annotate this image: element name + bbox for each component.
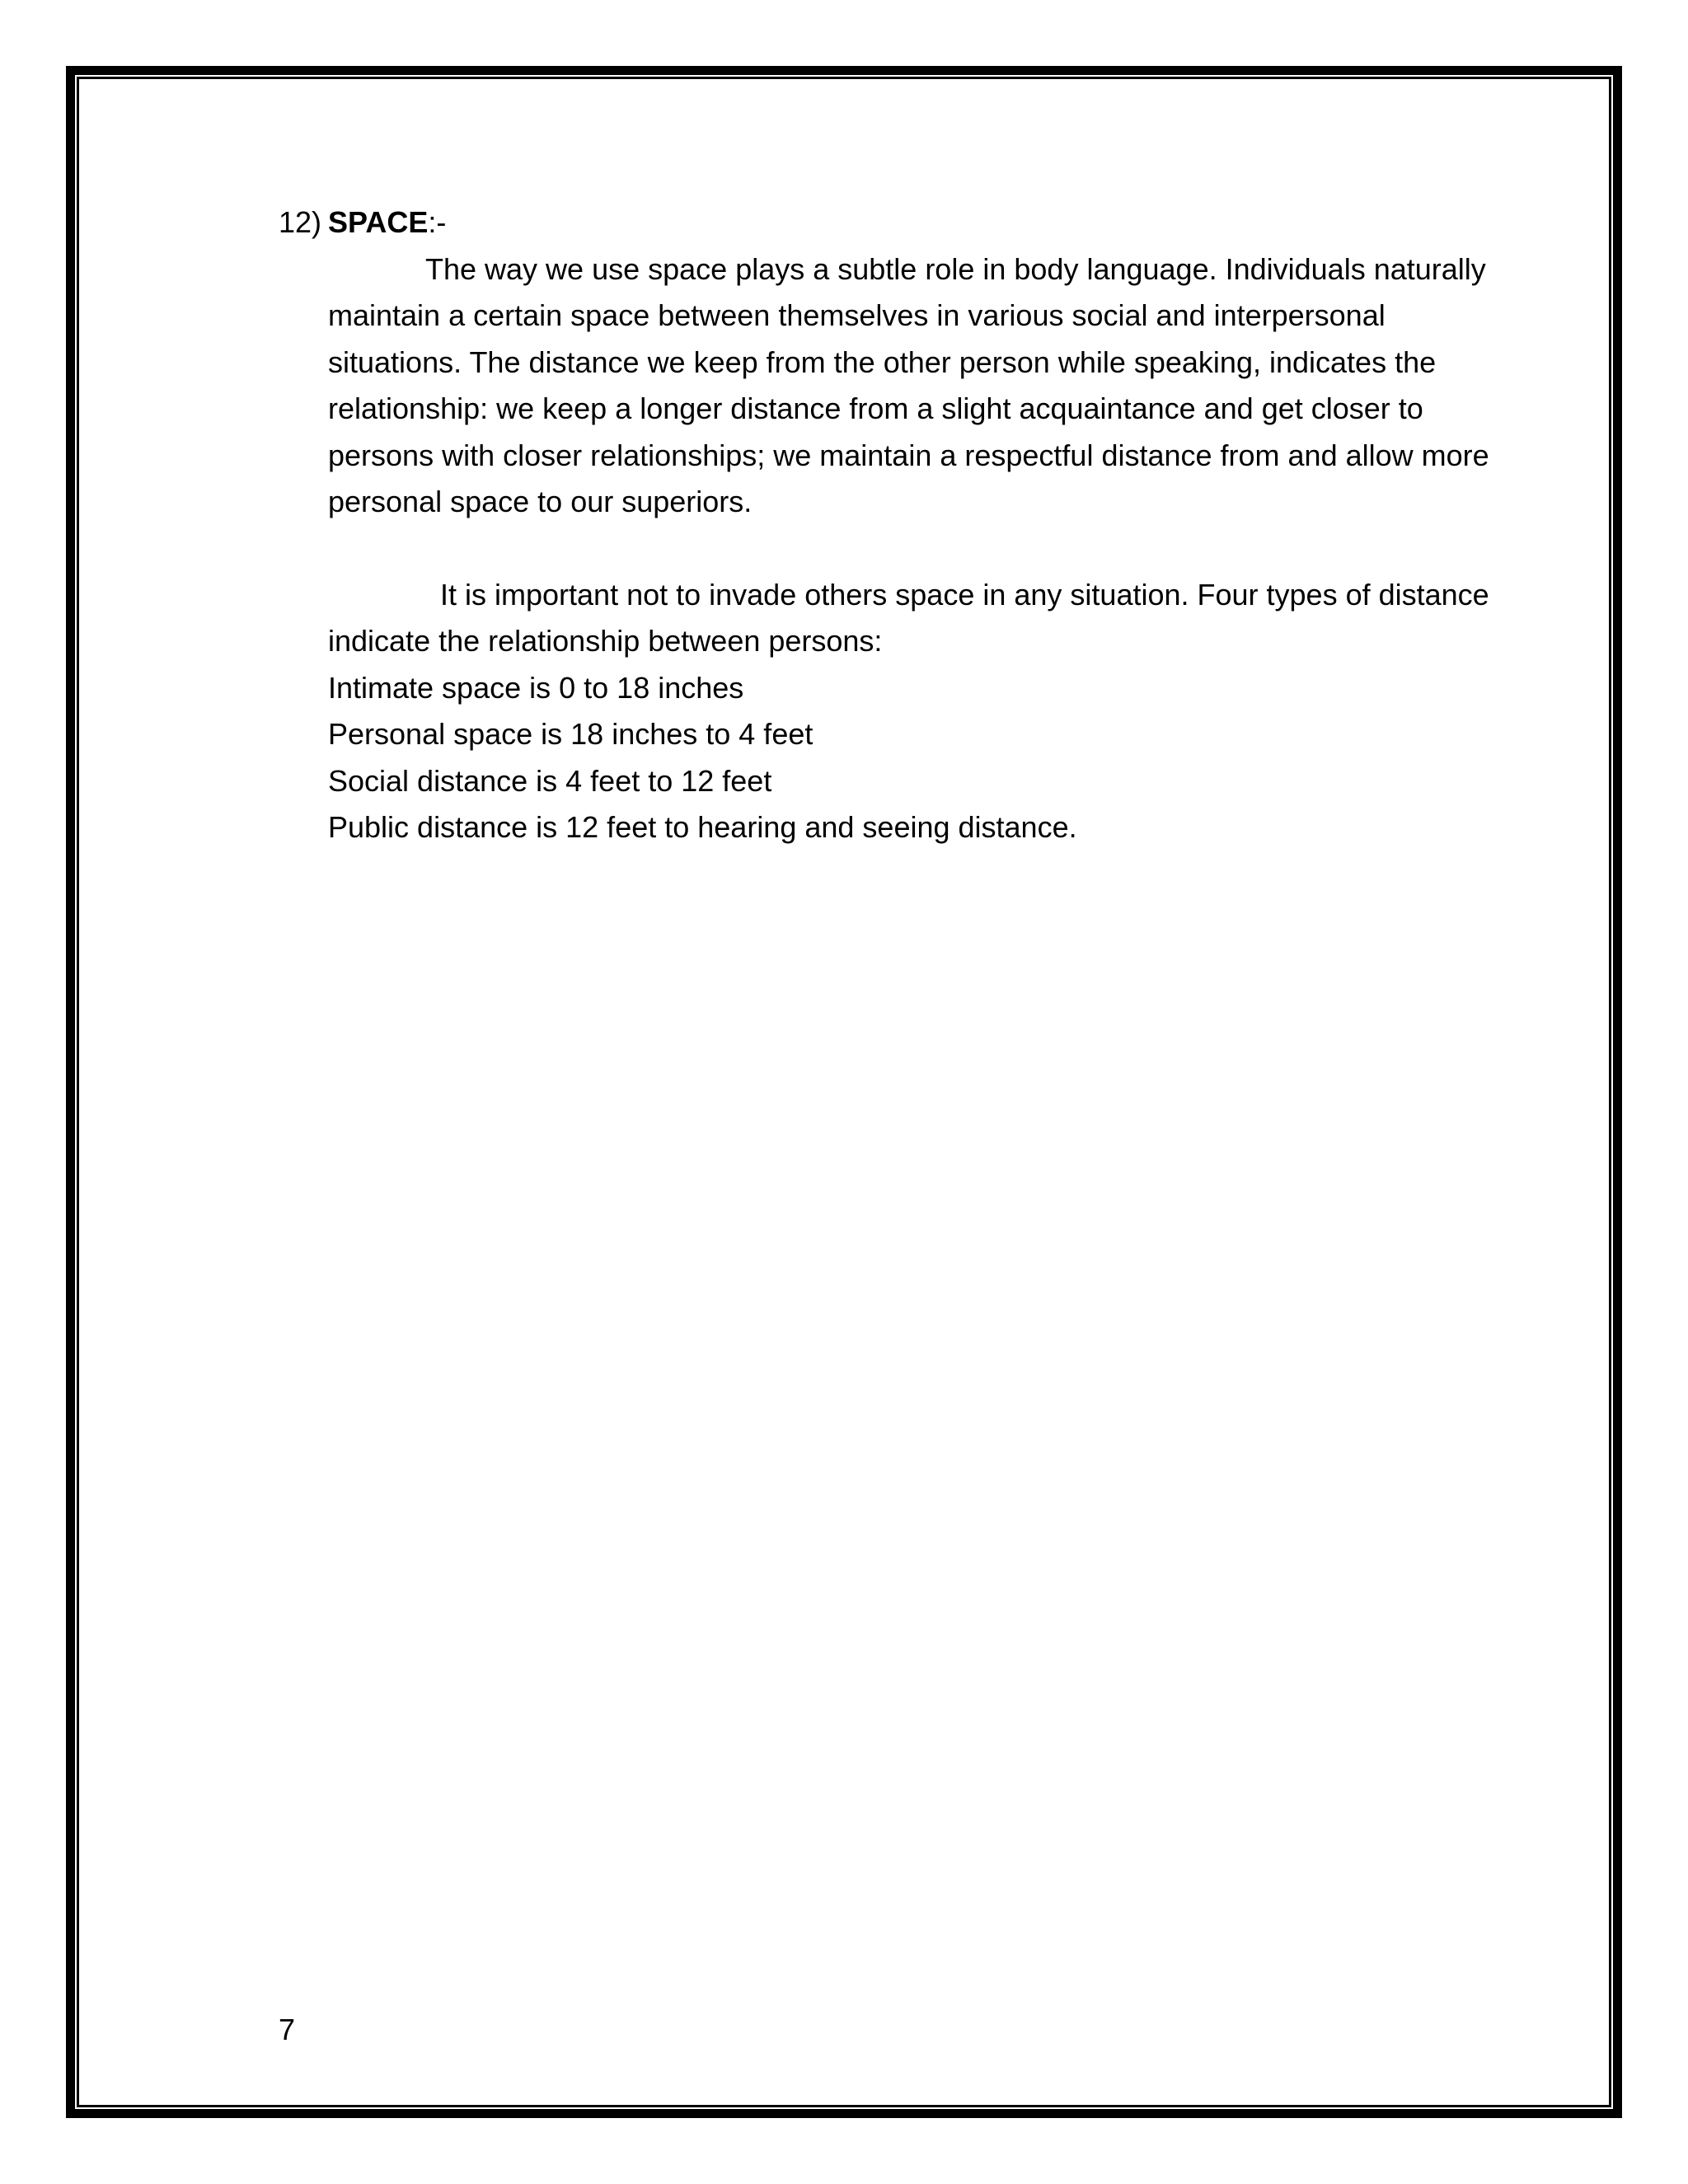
distance-list [328, 665, 1515, 851]
list-item-personal-space: Personal space is 18 inches to 4 feet [328, 717, 814, 751]
paragraph-space-types: It is important not to invade others space in any situation. Four types of distance indicate the relationship between persons: [328, 577, 1489, 658]
page-content [279, 199, 1515, 851]
paragraph-space-intro: The way we use space plays a subtle role in body language. Individuals naturally maintain a certain space between themselves in various social and interpersonal situations. The distance we keep from the other person while speaking, indicates the relationship: we keep a longer distance from a slight acquaintance and get closer to persons with closer relationships; we maintain a respectful distance from and allow more personal space to our superiors. [328, 251, 1489, 518]
list-item-intimate-space: Intimate space is 0 to 18 inches [328, 670, 744, 705]
page-number: 7 [279, 2013, 296, 2046]
section-heading [279, 199, 1515, 246]
list-item-social-distance: Social distance is 4 feet to 12 feet [328, 763, 772, 798]
list-item-public-distance: Public distance is 12 feet to hearing and seeing distance. [328, 810, 1077, 844]
section-title-suffix: :- [428, 205, 447, 239]
section-number: 12) [279, 205, 322, 239]
section-title: SPACE [328, 205, 429, 239]
